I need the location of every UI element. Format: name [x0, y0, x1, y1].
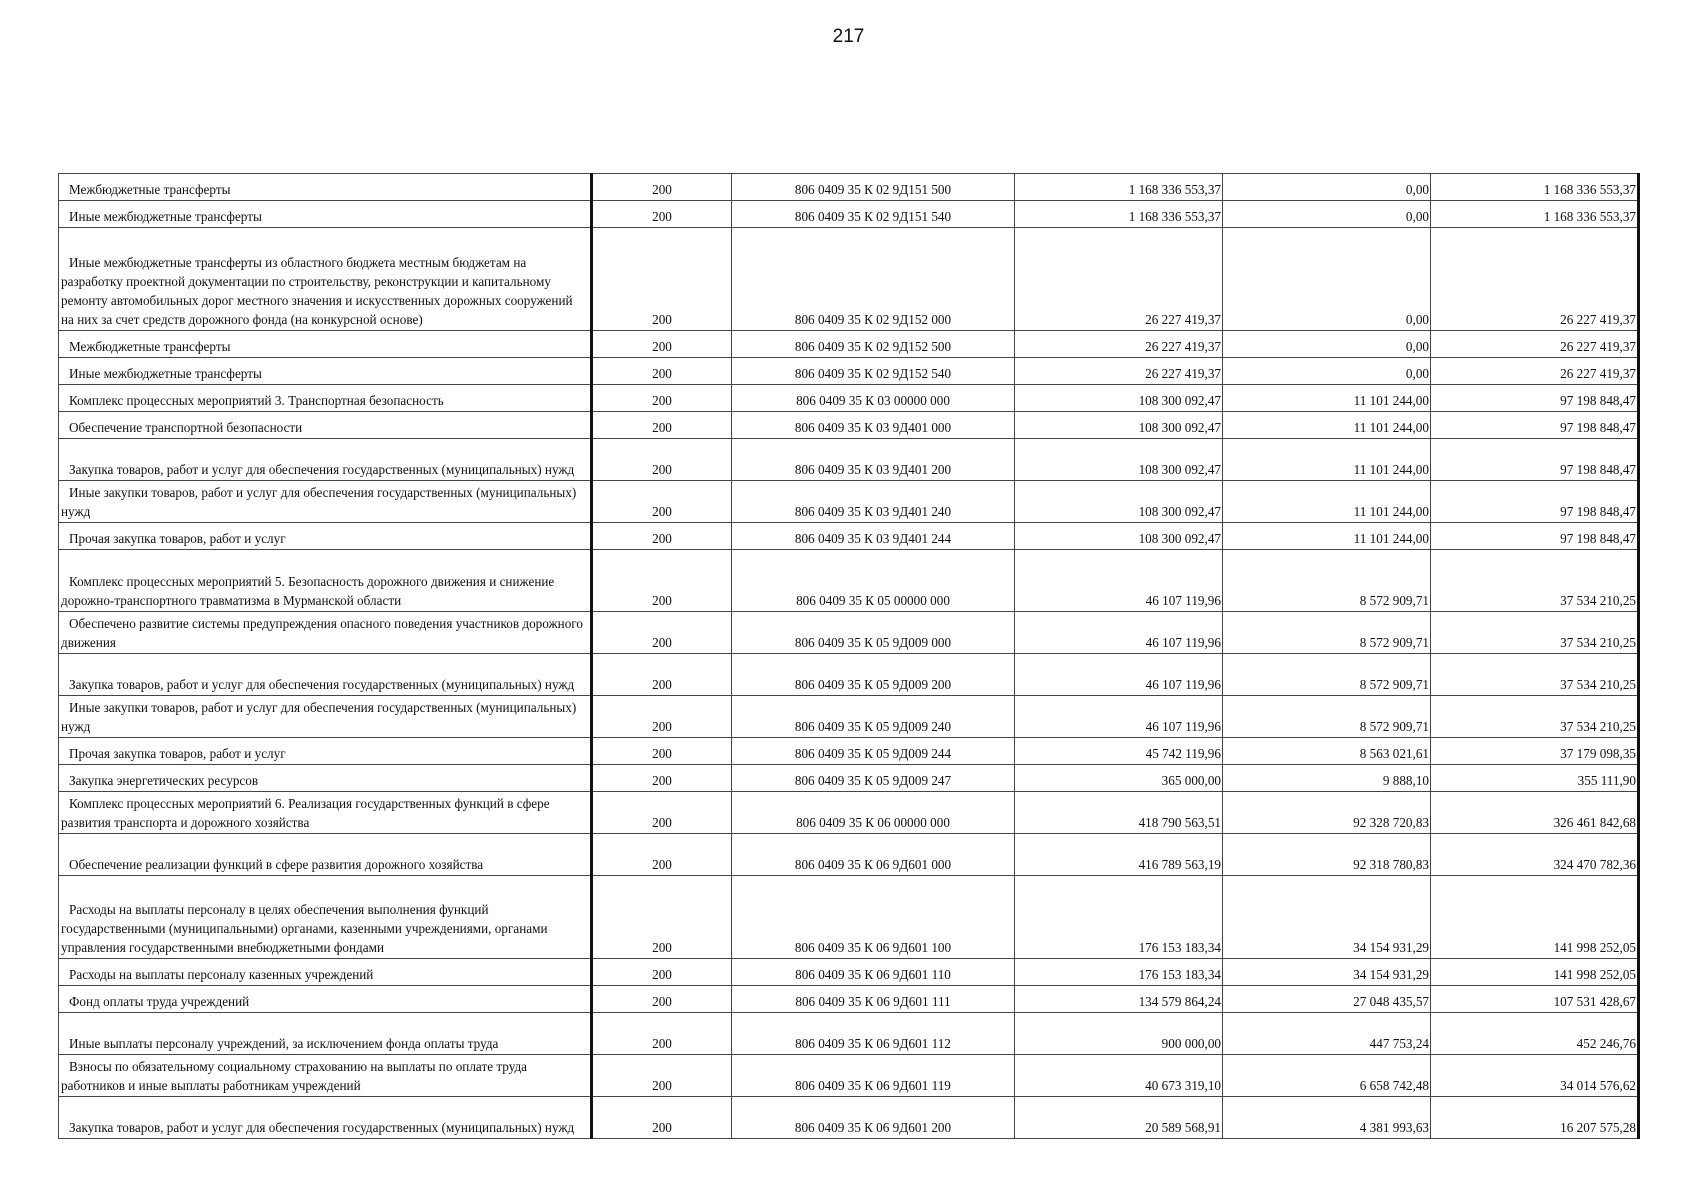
row-approved-cell: 108 300 092,47 — [1015, 439, 1223, 481]
table-row — [59, 738, 1639, 765]
table-row — [59, 523, 1639, 550]
row-unexecuted-cell: 16 207 575,28 — [1431, 1097, 1639, 1139]
row-approved-cell: 46 107 119,96 — [1015, 550, 1223, 612]
row-code-cell: 200 — [592, 834, 732, 876]
row-code-cell: 200 — [592, 792, 732, 834]
row-executed-cell: 92 318 780,83 — [1223, 834, 1431, 876]
row-approved-cell: 40 673 319,10 — [1015, 1055, 1223, 1097]
row-unexecuted-cell: 97 198 848,47 — [1431, 481, 1639, 523]
row-code-cell: 200 — [592, 201, 732, 228]
row-name-cell: Иные межбюджетные трансферты из областного бюджета местным бюджетам на разработку проектной документации по строительству, реконструкции и капитальному ремонту автомобильных дорог местного значения и искусственных дорожных сооружений на них за счет средств дорожного фонда (на конкурсной основе) — [59, 228, 592, 331]
row-code-cell: 200 — [592, 696, 732, 738]
row-approved-cell: 900 000,00 — [1015, 1013, 1223, 1055]
row-executed-cell: 0,00 — [1223, 358, 1431, 385]
table-row — [59, 228, 1639, 331]
row-unexecuted-cell: 26 227 419,37 — [1431, 228, 1639, 331]
row-approved-cell: 108 300 092,47 — [1015, 523, 1223, 550]
row-unexecuted-cell: 37 534 210,25 — [1431, 612, 1639, 654]
row-code-cell: 200 — [592, 986, 732, 1013]
row-code-cell: 200 — [592, 228, 732, 331]
row-classification-cell: 806 0409 35 К 06 9Д601 112 — [732, 1013, 1015, 1055]
row-classification-cell: 806 0409 35 К 05 9Д009 244 — [732, 738, 1015, 765]
row-approved-cell: 1 168 336 553,37 — [1015, 201, 1223, 228]
row-unexecuted-cell: 37 534 210,25 — [1431, 654, 1639, 696]
row-code-cell: 200 — [592, 385, 732, 412]
table-row — [59, 986, 1639, 1013]
row-unexecuted-cell: 355 111,90 — [1431, 765, 1639, 792]
row-unexecuted-cell: 326 461 842,68 — [1431, 792, 1639, 834]
table-row — [59, 654, 1639, 696]
table-row — [59, 481, 1639, 523]
table-row — [59, 358, 1639, 385]
row-name-cell: Прочая закупка товаров, работ и услуг — [59, 738, 592, 765]
row-executed-cell: 34 154 931,29 — [1223, 876, 1431, 959]
row-code-cell: 200 — [592, 523, 732, 550]
row-approved-cell: 46 107 119,96 — [1015, 612, 1223, 654]
row-unexecuted-cell: 141 998 252,05 — [1431, 876, 1639, 959]
row-name-cell: Комплекс процессных мероприятий 5. Безопасность дорожного движения и снижение дорожно-транспортного травматизма в Мурманской области — [59, 550, 592, 612]
row-approved-cell: 365 000,00 — [1015, 765, 1223, 792]
table-row — [59, 792, 1639, 834]
row-classification-cell: 806 0409 35 К 06 9Д601 110 — [732, 959, 1015, 986]
row-approved-cell: 176 153 183,34 — [1015, 876, 1223, 959]
table-row — [59, 201, 1639, 228]
row-classification-cell: 806 0409 35 К 06 00000 000 — [732, 792, 1015, 834]
row-executed-cell: 8 572 909,71 — [1223, 654, 1431, 696]
row-classification-cell: 806 0409 35 К 03 00000 000 — [732, 385, 1015, 412]
row-code-cell: 200 — [592, 1055, 732, 1097]
row-unexecuted-cell: 1 168 336 553,37 — [1431, 201, 1639, 228]
row-unexecuted-cell: 97 198 848,47 — [1431, 412, 1639, 439]
row-code-cell: 200 — [592, 959, 732, 986]
row-classification-cell: 806 0409 35 К 05 9Д009 200 — [732, 654, 1015, 696]
row-executed-cell: 8 572 909,71 — [1223, 550, 1431, 612]
page-number: 217 — [832, 26, 865, 47]
row-code-cell: 200 — [592, 876, 732, 959]
row-unexecuted-cell: 26 227 419,37 — [1431, 331, 1639, 358]
row-approved-cell: 416 789 563,19 — [1015, 834, 1223, 876]
row-classification-cell: 806 0409 35 К 03 9Д401 200 — [732, 439, 1015, 481]
table-row — [59, 174, 1639, 201]
row-executed-cell: 11 101 244,00 — [1223, 523, 1431, 550]
row-classification-cell: 806 0409 35 К 02 9Д152 500 — [732, 331, 1015, 358]
budget-execution-table — [58, 173, 1640, 1139]
row-classification-cell: 806 0409 35 К 02 9Д152 000 — [732, 228, 1015, 331]
row-executed-cell: 11 101 244,00 — [1223, 412, 1431, 439]
row-classification-cell: 806 0409 35 К 06 9Д601 100 — [732, 876, 1015, 959]
row-name-cell: Расходы на выплаты персоналу казенных учреждений — [59, 959, 592, 986]
table-row — [59, 331, 1639, 358]
row-executed-cell: 8 563 021,61 — [1223, 738, 1431, 765]
row-code-cell: 200 — [592, 412, 732, 439]
row-name-cell: Расходы на выплаты персоналу в целях обеспечения выполнения функций государственными (муниципальными) органами, казенными учреждениями, органами управления государственными внебюджетными фондами — [59, 876, 592, 959]
row-executed-cell: 9 888,10 — [1223, 765, 1431, 792]
row-code-cell: 200 — [592, 1097, 732, 1139]
table-row — [59, 412, 1639, 439]
row-name-cell: Закупка товаров, работ и услуг для обеспечения государственных (муниципальных) нужд — [59, 1097, 592, 1139]
row-name-cell: Иные межбюджетные трансферты — [59, 358, 592, 385]
row-unexecuted-cell: 141 998 252,05 — [1431, 959, 1639, 986]
row-code-cell: 200 — [592, 738, 732, 765]
row-approved-cell: 20 589 568,91 — [1015, 1097, 1223, 1139]
row-classification-cell: 806 0409 35 К 02 9Д152 540 — [732, 358, 1015, 385]
table-row — [59, 1055, 1639, 1097]
row-classification-cell: 806 0409 35 К 06 9Д601 119 — [732, 1055, 1015, 1097]
row-code-cell: 200 — [592, 174, 732, 201]
row-unexecuted-cell: 37 534 210,25 — [1431, 550, 1639, 612]
table-row — [59, 1097, 1639, 1139]
table-row — [59, 876, 1639, 959]
row-name-cell: Комплекс процессных мероприятий 6. Реализация государственных функций в сфере развития транспорта и дорожного хозяйства — [59, 792, 592, 834]
row-approved-cell: 108 300 092,47 — [1015, 412, 1223, 439]
table-row — [59, 385, 1639, 412]
table-row — [59, 550, 1639, 612]
row-approved-cell: 1 168 336 553,37 — [1015, 174, 1223, 201]
row-classification-cell: 806 0409 35 К 02 9Д151 500 — [732, 174, 1015, 201]
row-classification-cell: 806 0409 35 К 05 9Д009 240 — [732, 696, 1015, 738]
row-approved-cell: 418 790 563,51 — [1015, 792, 1223, 834]
budget-table-container — [58, 173, 1640, 1139]
row-code-cell: 200 — [592, 481, 732, 523]
row-unexecuted-cell: 26 227 419,37 — [1431, 358, 1639, 385]
row-code-cell: 200 — [592, 1013, 732, 1055]
row-classification-cell: 806 0409 35 К 03 9Д401 244 — [732, 523, 1015, 550]
row-name-cell: Взносы по обязательному социальному страхованию на выплаты по оплате труда работников и иные выплаты работникам учреждений — [59, 1055, 592, 1097]
row-name-cell: Межбюджетные трансферты — [59, 174, 592, 201]
row-name-cell: Иные закупки товаров, работ и услуг для обеспечения государственных (муниципальных) нужд — [59, 481, 592, 523]
row-executed-cell: 6 658 742,48 — [1223, 1055, 1431, 1097]
row-executed-cell: 447 753,24 — [1223, 1013, 1431, 1055]
row-name-cell: Обеспечение транспортной безопасности — [59, 412, 592, 439]
row-name-cell: Иные закупки товаров, работ и услуг для обеспечения государственных (муниципальных) нужд — [59, 696, 592, 738]
table-row — [59, 439, 1639, 481]
row-classification-cell: 806 0409 35 К 03 9Д401 240 — [732, 481, 1015, 523]
row-unexecuted-cell: 97 198 848,47 — [1431, 439, 1639, 481]
row-approved-cell: 45 742 119,96 — [1015, 738, 1223, 765]
row-name-cell: Фонд оплаты труда учреждений — [59, 986, 592, 1013]
row-name-cell: Комплекс процессных мероприятий 3. Транспортная безопасность — [59, 385, 592, 412]
row-classification-cell: 806 0409 35 К 06 9Д601 111 — [732, 986, 1015, 1013]
row-name-cell: Иные межбюджетные трансферты — [59, 201, 592, 228]
row-executed-cell: 11 101 244,00 — [1223, 481, 1431, 523]
row-unexecuted-cell: 452 246,76 — [1431, 1013, 1639, 1055]
row-executed-cell: 11 101 244,00 — [1223, 439, 1431, 481]
row-unexecuted-cell: 37 534 210,25 — [1431, 696, 1639, 738]
row-unexecuted-cell: 34 014 576,62 — [1431, 1055, 1639, 1097]
row-classification-cell: 806 0409 35 К 05 00000 000 — [732, 550, 1015, 612]
row-name-cell: Закупка товаров, работ и услуг для обеспечения государственных (муниципальных) нужд — [59, 654, 592, 696]
table-row — [59, 612, 1639, 654]
row-code-cell: 200 — [592, 765, 732, 792]
row-name-cell: Закупка энергетических ресурсов — [59, 765, 592, 792]
row-executed-cell: 8 572 909,71 — [1223, 696, 1431, 738]
row-name-cell: Межбюджетные трансферты — [59, 331, 592, 358]
table-row — [59, 696, 1639, 738]
row-executed-cell: 4 381 993,63 — [1223, 1097, 1431, 1139]
table-row — [59, 834, 1639, 876]
row-approved-cell: 176 153 183,34 — [1015, 959, 1223, 986]
row-name-cell: Обеспечено развитие системы предупреждения опасного поведения участников дорожного движения — [59, 612, 592, 654]
row-approved-cell: 134 579 864,24 — [1015, 986, 1223, 1013]
row-classification-cell: 806 0409 35 К 02 9Д151 540 — [732, 201, 1015, 228]
row-unexecuted-cell: 324 470 782,36 — [1431, 834, 1639, 876]
row-name-cell: Прочая закупка товаров, работ и услуг — [59, 523, 592, 550]
row-executed-cell: 0,00 — [1223, 174, 1431, 201]
row-approved-cell: 46 107 119,96 — [1015, 654, 1223, 696]
row-approved-cell: 26 227 419,37 — [1015, 358, 1223, 385]
row-approved-cell: 26 227 419,37 — [1015, 331, 1223, 358]
row-executed-cell: 0,00 — [1223, 331, 1431, 358]
row-classification-cell: 806 0409 35 К 03 9Д401 000 — [732, 412, 1015, 439]
row-classification-cell: 806 0409 35 К 06 9Д601 000 — [732, 834, 1015, 876]
row-executed-cell: 8 572 909,71 — [1223, 612, 1431, 654]
row-executed-cell: 0,00 — [1223, 228, 1431, 331]
row-executed-cell: 11 101 244,00 — [1223, 385, 1431, 412]
row-approved-cell: 108 300 092,47 — [1015, 481, 1223, 523]
row-code-cell: 200 — [592, 654, 732, 696]
row-unexecuted-cell: 97 198 848,47 — [1431, 523, 1639, 550]
row-name-cell: Иные выплаты персоналу учреждений, за исключением фонда оплаты труда — [59, 1013, 592, 1055]
row-code-cell: 200 — [592, 612, 732, 654]
row-unexecuted-cell: 107 531 428,67 — [1431, 986, 1639, 1013]
row-classification-cell: 806 0409 35 К 05 9Д009 247 — [732, 765, 1015, 792]
row-executed-cell: 34 154 931,29 — [1223, 959, 1431, 986]
row-unexecuted-cell: 37 179 098,35 — [1431, 738, 1639, 765]
row-executed-cell: 0,00 — [1223, 201, 1431, 228]
row-code-cell: 200 — [592, 331, 732, 358]
row-classification-cell: 806 0409 35 К 06 9Д601 200 — [732, 1097, 1015, 1139]
table-row — [59, 765, 1639, 792]
row-approved-cell: 46 107 119,96 — [1015, 696, 1223, 738]
row-classification-cell: 806 0409 35 К 05 9Д009 000 — [732, 612, 1015, 654]
row-unexecuted-cell: 1 168 336 553,37 — [1431, 174, 1639, 201]
table-row — [59, 1013, 1639, 1055]
table-row — [59, 959, 1639, 986]
row-approved-cell: 26 227 419,37 — [1015, 228, 1223, 331]
row-name-cell: Обеспечение реализации функций в сфере развития дорожного хозяйства — [59, 834, 592, 876]
row-code-cell: 200 — [592, 439, 732, 481]
table-body — [59, 174, 1639, 1139]
row-executed-cell: 27 048 435,57 — [1223, 986, 1431, 1013]
row-approved-cell: 108 300 092,47 — [1015, 385, 1223, 412]
row-code-cell: 200 — [592, 358, 732, 385]
row-name-cell: Закупка товаров, работ и услуг для обеспечения государственных (муниципальных) нужд — [59, 439, 592, 481]
row-code-cell: 200 — [592, 550, 732, 612]
row-unexecuted-cell: 97 198 848,47 — [1431, 385, 1639, 412]
row-executed-cell: 92 328 720,83 — [1223, 792, 1431, 834]
